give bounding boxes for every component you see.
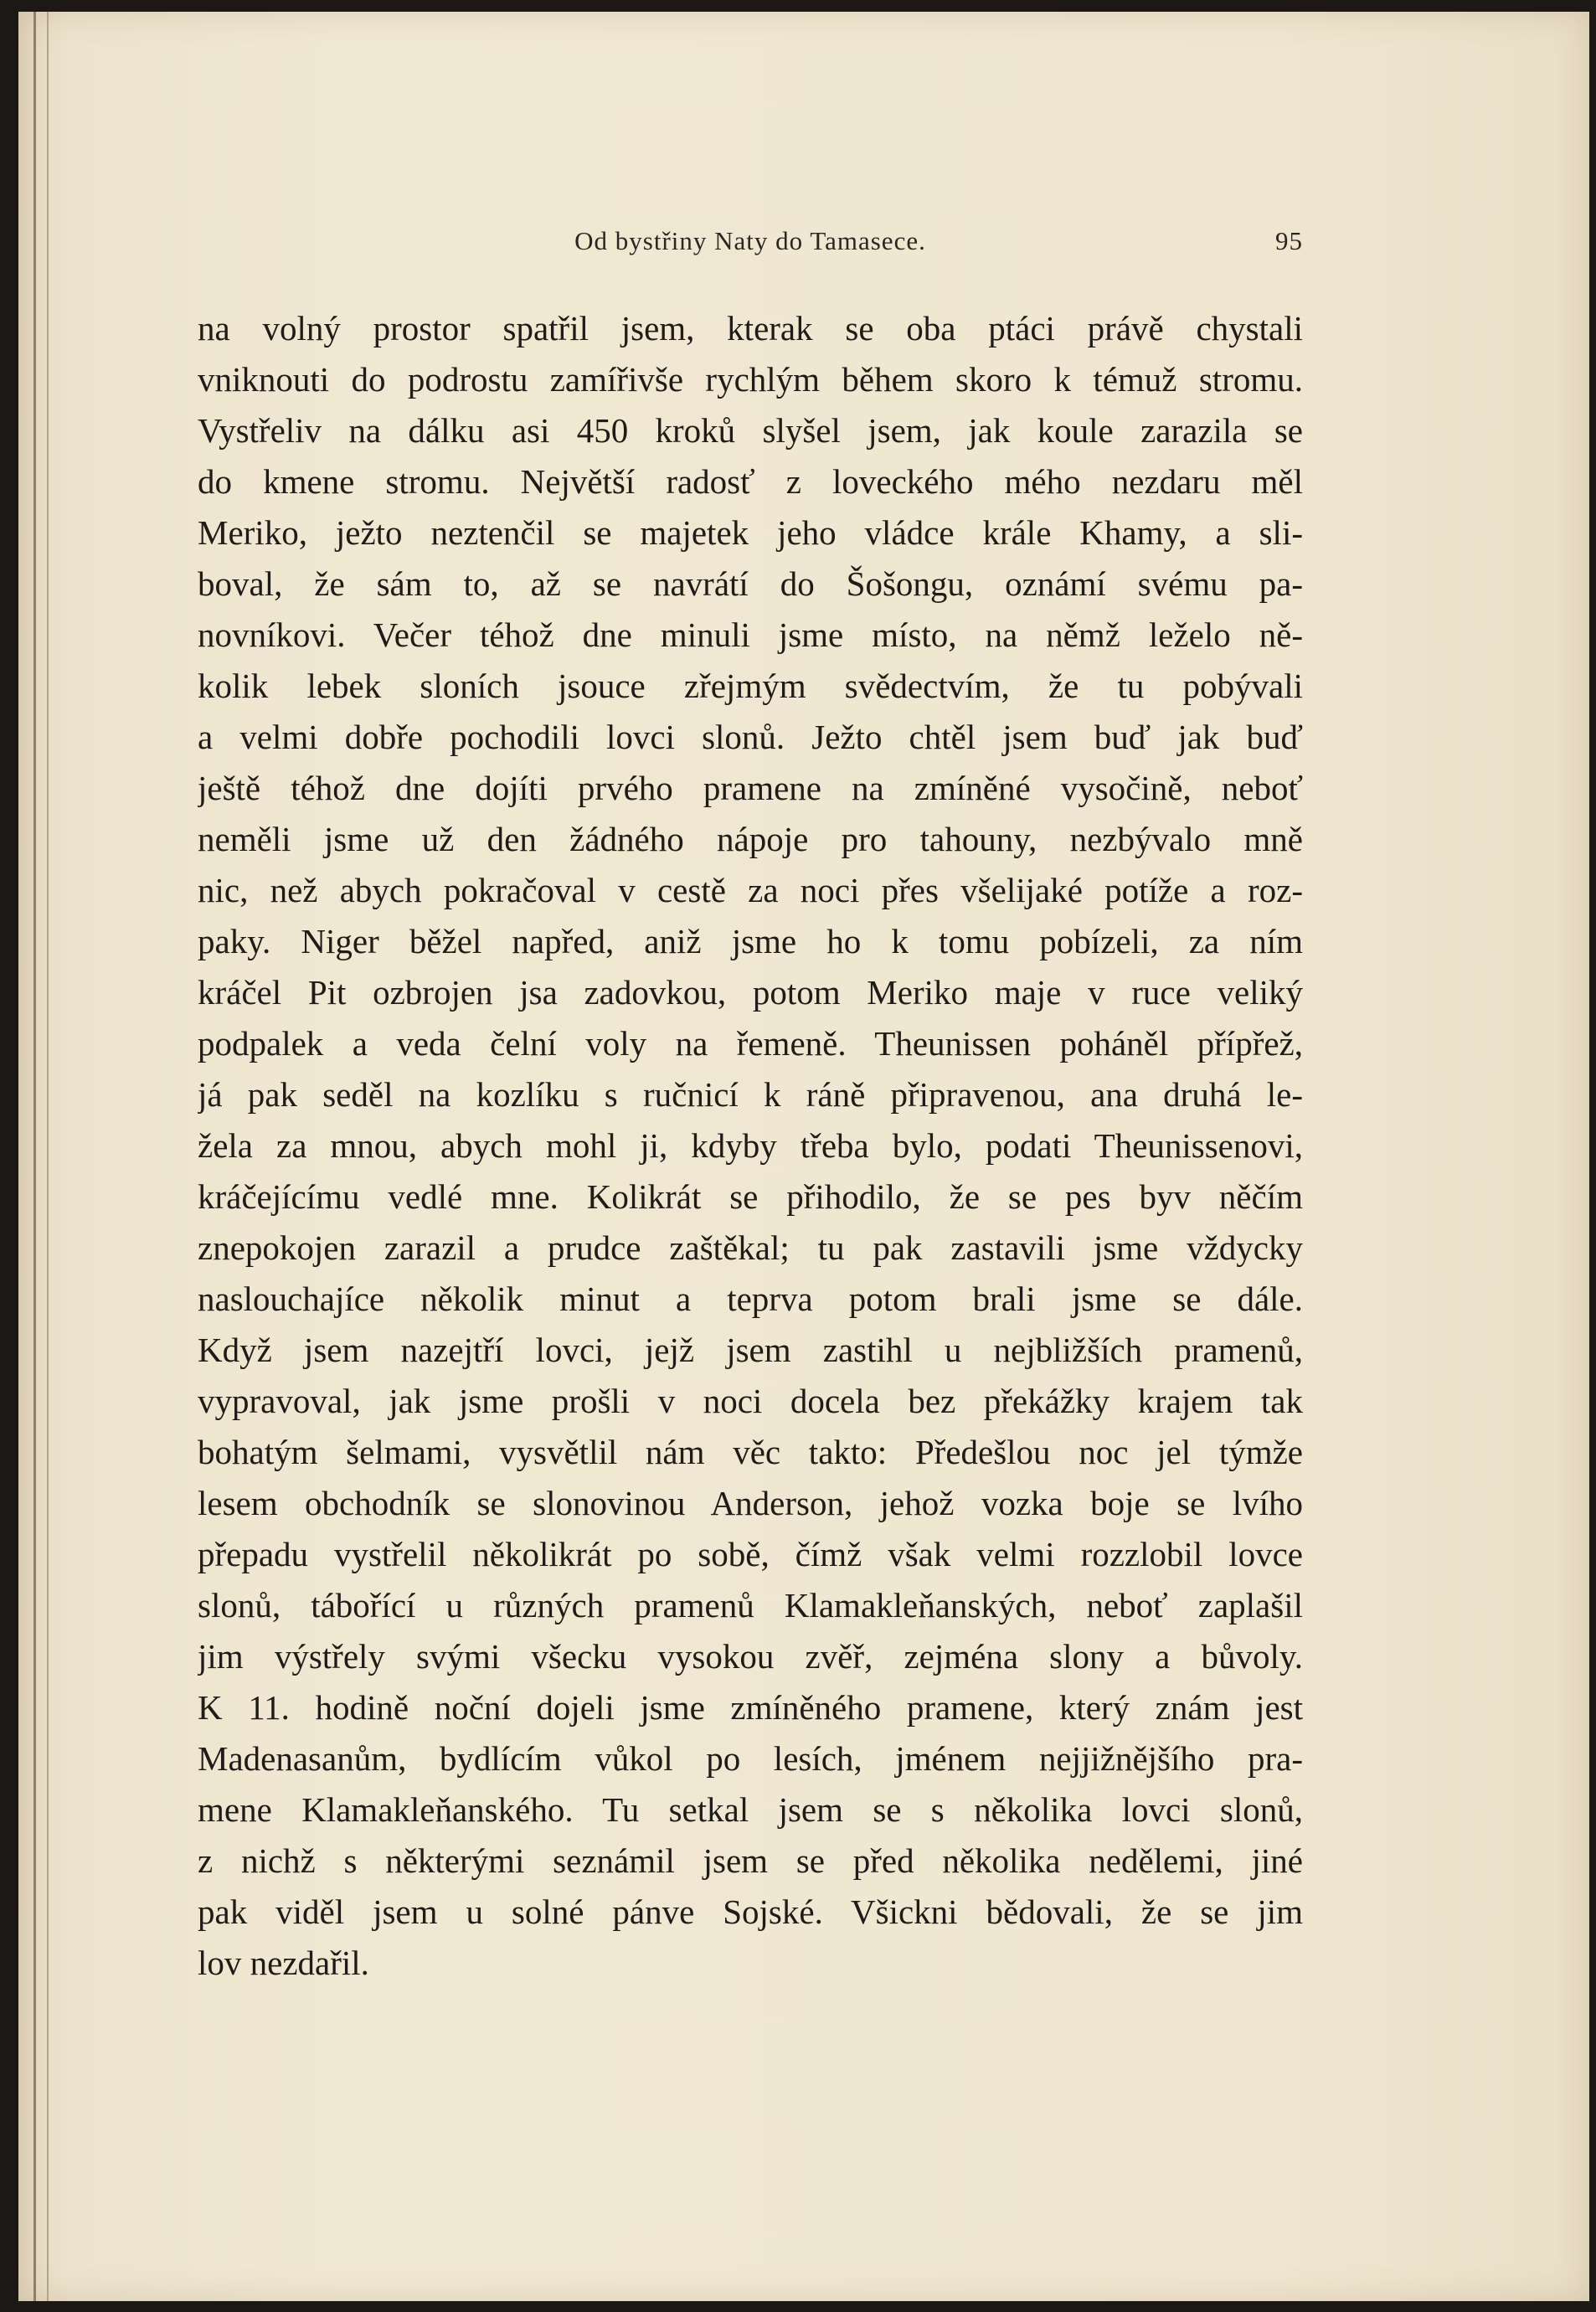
text-line: lesem obchodník se slonovinou Anderson, jehož vozka boje se lvího bbox=[198, 1484, 1303, 1522]
text-line: znepokojen zarazil a prudce zaštěkal; tu pak zastavili jsme vždycky bbox=[198, 1228, 1303, 1267]
text-line: bohatým šelmami, vysvětlil nám věc takto: Předešlou noc jel týmže bbox=[198, 1433, 1303, 1471]
text-line: jim výstřely svými všecku vysokou zvěř, zejména slony a bůvoly. bbox=[198, 1637, 1303, 1676]
text-line: přepadu vystřelil několikrát po sobě, čímž však velmi rozzlobil lovce bbox=[198, 1535, 1303, 1573]
scan-corner bbox=[0, 0, 50, 12]
text-line: Vystřeliv na dálku asi 450 kroků slyšel jsem, jak koule zarazila se bbox=[198, 411, 1303, 450]
text-line: Madenasanům, bydlícím vůkol po lesích, jménem nejjižnějšího pra- bbox=[198, 1739, 1303, 1778]
text-line: a velmi dobře pochodili lovci slonů. Ježto chtěl jsem buď jak buď bbox=[198, 718, 1303, 756]
text-line: neměli jsme už den žádného nápoje pro tahouny, nezbývalo mně bbox=[198, 820, 1303, 858]
running-head bbox=[198, 226, 1303, 263]
text-line: lov nezdařil. bbox=[198, 1944, 369, 1982]
text-line: ještě téhož dne dojíti prvého pramene na zmíněné vysočině, neboť bbox=[198, 769, 1303, 807]
text-line: na volný prostor spatřil jsem, kterak se oba ptáci právě chystali bbox=[198, 309, 1303, 348]
text-line: vniknouti do podrostu zamířivše rychlým během skoro k témuž stromu. bbox=[198, 360, 1303, 399]
text-line: boval, že sám to, až se navrátí do Šošongu, oznámí svému pa- bbox=[198, 564, 1303, 603]
text-line: kráčel Pit ozbrojen jsa zadovkou, potom Meriko maje v ruce veliký bbox=[198, 973, 1303, 1012]
binding-shadow bbox=[47, 12, 49, 2301]
text-line: z nichž s některými seznámil jsem se před několika nedělemi, jiné bbox=[198, 1841, 1303, 1880]
text-line: novníkovi. Večer téhož dne minuli jsme místo, na němž leželo ně- bbox=[198, 615, 1303, 654]
body-text bbox=[198, 303, 1303, 1989]
text-line: já pak seděl na kozlíku s ručnicí k ráně připravenou, ana druhá le- bbox=[198, 1075, 1303, 1114]
text-line: K 11. hodině noční dojeli jsme zmíněného pramene, který znám jest bbox=[198, 1688, 1303, 1727]
text-line: podpalek a veda čelní voly na řemeně. Theunissen poháněl přípřež, bbox=[198, 1024, 1303, 1063]
text-line: Meriko, ježto neztenčil se majetek jeho vládce krále Khamy, a sli- bbox=[198, 513, 1303, 552]
text-line: nic, než abych pokračoval v cestě za noci přes všelijaké potíže a roz- bbox=[198, 871, 1303, 909]
text-line: kráčejícímu vedlé mne. Kolikrát se přihodilo, že se pes byv něčím bbox=[198, 1177, 1303, 1216]
running-title: Od bystřiny Naty do Tamasece. bbox=[574, 226, 926, 255]
text-line: slonů, tábořící u různých pramenů Klamakleňanských, neboť zaplašil bbox=[198, 1586, 1303, 1625]
text-line: Když jsem nazejtří lovci, jejž jsem zastihl u nejbližších pramenů, bbox=[198, 1331, 1303, 1369]
text-line: naslouchajíce několik minut a teprva potom brali jsme se dále. bbox=[198, 1280, 1303, 1318]
text-line: vypravoval, jak jsme prošli v noci docela bez překážky krajem tak bbox=[198, 1382, 1303, 1420]
text-line: paky. Niger běžel napřed, aniž jsme ho k tomu pobízeli, za ním bbox=[198, 922, 1303, 960]
text-line: mene Klamakleňanského. Tu setkal jsem se s několika lovci slonů, bbox=[198, 1790, 1303, 1829]
page-number: 95 bbox=[1275, 226, 1303, 255]
text-line: kolik lebek sloních jsouce zřejmým svědectvím, že tu pobývali bbox=[198, 667, 1303, 705]
text-line: do kmene stromu. Největší radosť z loveckého mého nezdaru měl bbox=[198, 462, 1303, 501]
binding-edge bbox=[33, 12, 36, 2301]
text-line: žela za mnou, abych mohl ji, kdyby třeba bylo, podati Theunissenovi, bbox=[198, 1126, 1303, 1165]
text-line: pak viděl jsem u solné pánve Sojské. Všickni bědovali, že se jim bbox=[198, 1892, 1303, 1931]
